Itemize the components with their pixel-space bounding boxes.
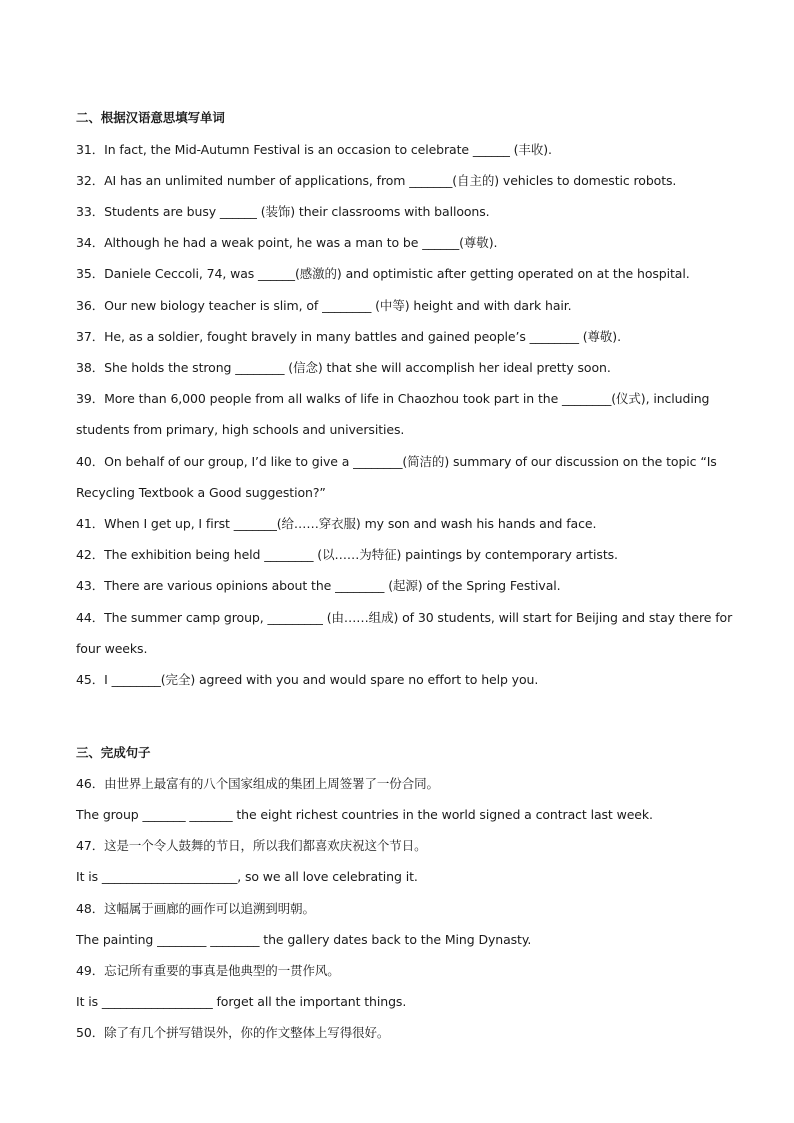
question-31: 31．In fact, the Mid-Autumn Festival is an occasion to celebrate ______ (丰收).: [76, 142, 552, 157]
question-37: 37．He, as a soldier, fought bravely in many battles and gained people’s ________ (尊敬).: [76, 329, 621, 344]
question-44-continued: four weeks.: [76, 641, 148, 656]
question-50-chinese: 50．除了有几个拼写错误外，你的作文整体上写得很好。: [76, 1025, 390, 1040]
question-43: 43．There are various opinions about the ________ (起源) of the Spring Festival.: [76, 578, 561, 593]
section-3-heading: 三、完成句子: [76, 745, 151, 760]
question-42: 42．The exhibition being held ________ (以……为特征) paintings by contemporary artists.: [76, 547, 618, 562]
question-46-english: The group _______ _______ the eight richest countries in the world signed a contract last week.: [76, 807, 653, 822]
question-39: 39．More than 6,000 people from all walks of life in Chaozhou took part in the ________(仪式), including: [76, 391, 710, 406]
question-36: 36．Our new biology teacher is slim, of ________ (中等) height and with dark hair.: [76, 298, 572, 313]
question-48-chinese: 48．这幅属于画廊的画作可以追溯到明朝。: [76, 901, 315, 916]
question-44: 44．The summer camp group, _________ (由……组成) of 30 students, will start for Beijing and stay there for: [76, 610, 733, 625]
question-49-english: It is __________________ forget all the important things.: [76, 994, 407, 1009]
question-33: 33．Students are busy ______ (装饰) their classrooms with balloons.: [76, 204, 490, 219]
section-2-heading: 二、根据汉语意思填写单词: [76, 110, 225, 125]
question-47-english: It is ______________________, so we all love celebrating it.: [76, 869, 418, 884]
question-34: 34．Although he had a weak point, he was a man to be ______(尊敬).: [76, 235, 498, 250]
question-40-continued: Recycling Textbook a Good suggestion?”: [76, 485, 326, 500]
question-38: 38．She holds the strong ________ (信念) that she will accomplish her ideal pretty soon.: [76, 360, 611, 375]
question-35: 35．Daniele Ceccoli, 74, was ______(感激的) and optimistic after getting operated on at the hospital.: [76, 266, 690, 281]
question-41: 41．When I get up, I first _______(给……穿衣服) my son and wash his hands and face.: [76, 516, 597, 531]
question-45: 45．I ________(完全) agreed with you and would spare no effort to help you.: [76, 672, 539, 687]
question-47-chinese: 47．这是一个令人鼓舞的节日，所以我们都喜欢庆祝这个节日。: [76, 838, 427, 853]
question-49-chinese: 49．忘记所有重要的事真是他典型的一贯作风。: [76, 963, 340, 978]
question-40: 40．On behalf of our group, I’d like to give a ________(简洁的) summary of our discussion on the topic “Is: [76, 454, 717, 469]
question-39-continued: students from primary, high schools and universities.: [76, 422, 405, 437]
question-48-english: The painting ________ ________ the gallery dates back to the Ming Dynasty.: [76, 932, 532, 947]
question-46-chinese: 46．由世界上最富有的八个国家组成的集团上周签署了一份合同。: [76, 776, 439, 791]
question-32: 32．AI has an unlimited number of applications, from _______(自主的) vehicles to domestic robots.: [76, 173, 677, 188]
